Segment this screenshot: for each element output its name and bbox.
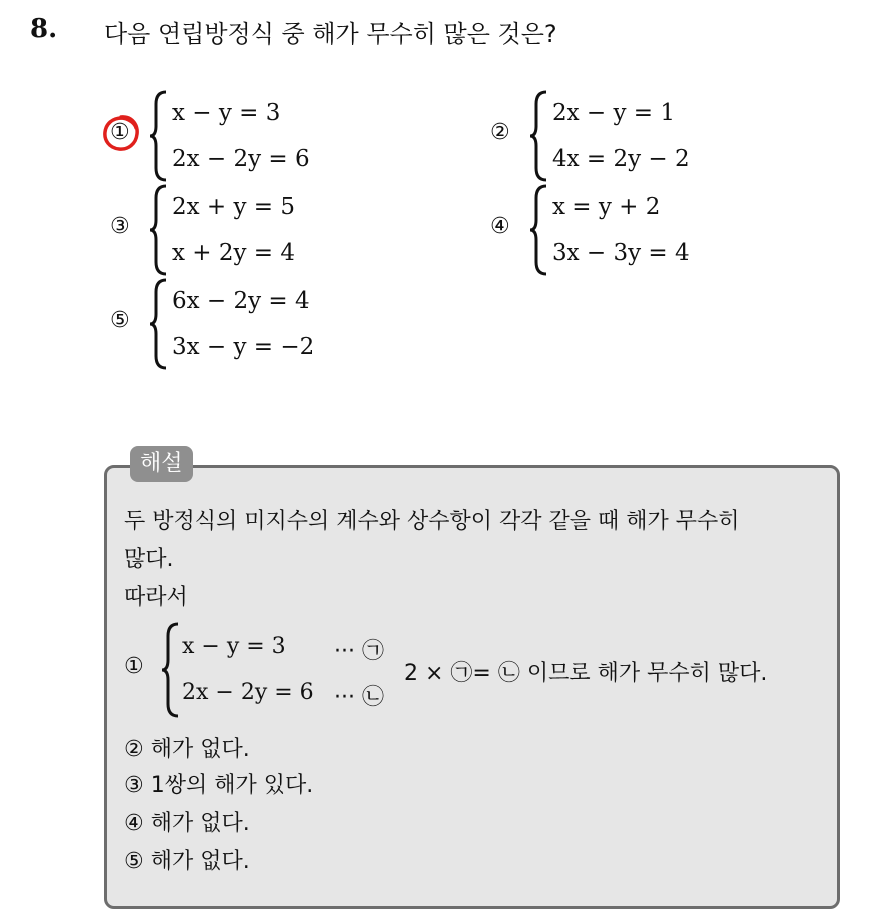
solution-case-4: ④ 해가 없다. (124, 811, 250, 836)
choice-marker: ④ (490, 214, 510, 239)
equation-2: x + 2y = 4 (172, 240, 296, 266)
solution-case-2: ② 해가 없다. (124, 737, 250, 762)
left-brace (528, 184, 550, 276)
solution-line-1: 두 방정식의 미지수의 계수와 상수항이 각각 같을 때 해가 무수히 (124, 509, 740, 534)
reference-1: ··· ㉠ (334, 639, 384, 664)
equation-2: 4x = 2y − 2 (552, 146, 690, 172)
case-marker: ① (124, 654, 144, 679)
choice-marker: ② (490, 120, 510, 145)
reference-2: ··· ㉡ (334, 685, 384, 710)
choice-marker: ⑤ (110, 308, 130, 333)
case-equation-2: 2x − 2y = 6 (182, 680, 314, 705)
equation-1: x − y = 3 (172, 100, 281, 126)
case-equation-1: x − y = 3 (182, 634, 286, 659)
left-brace (148, 184, 170, 276)
left-brace (528, 90, 550, 182)
equation-1: 2x + y = 5 (172, 194, 296, 220)
left-brace (148, 278, 170, 370)
solution-line-2: 많다. (124, 547, 174, 572)
choice-marker: ③ (110, 214, 130, 239)
equation-2: 2x − 2y = 6 (172, 146, 310, 172)
left-brace (148, 90, 170, 182)
solution-line-3: 따라서 (124, 585, 188, 610)
solution-case-3: ③ 1쌍의 해가 있다. (124, 773, 314, 798)
equation-2: 3x − y = −2 (172, 334, 315, 360)
case-conclusion: 2 × ㉠= ㉡ 이므로 해가 무수히 많다. (404, 661, 768, 686)
left-brace (160, 622, 182, 718)
equation-2: 3x − 3y = 4 (552, 240, 690, 266)
equation-1: x = y + 2 (552, 194, 661, 220)
solution-tag: 해설 (130, 446, 193, 482)
solution-case-5: ⑤ 해가 없다. (124, 849, 250, 874)
question-text: 다음 연립방정식 중 해가 무수히 많은 것은? (104, 20, 557, 48)
question-number: 8. (30, 14, 58, 44)
equation-1: 6x − 2y = 4 (172, 288, 310, 314)
equation-1: 2x − y = 1 (552, 100, 676, 126)
choice-marker: ① (110, 120, 130, 145)
